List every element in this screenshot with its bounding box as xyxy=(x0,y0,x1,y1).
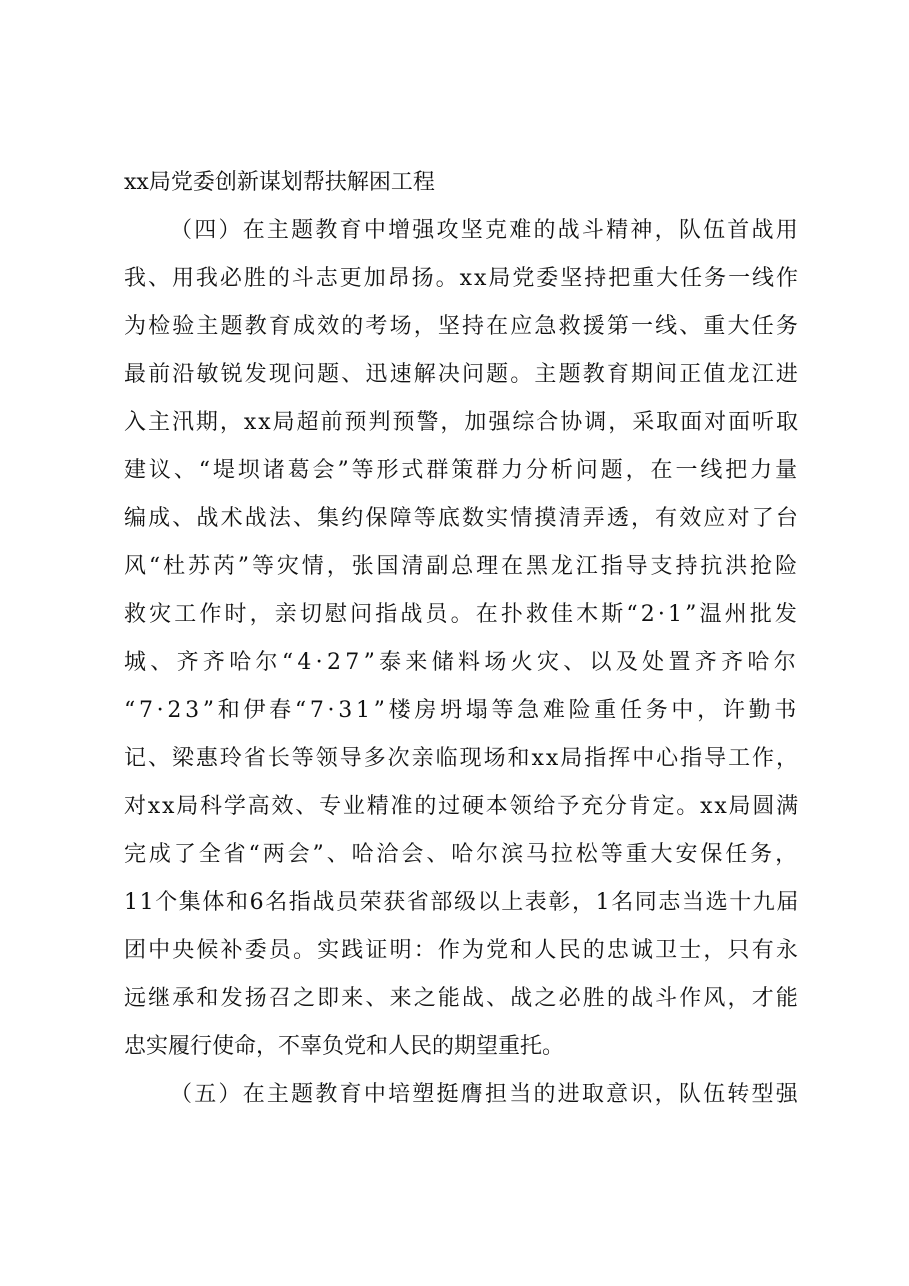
text-line: 建议、“堤坝诸葛会”等形式群策群力分析问题，在一线把力量 xyxy=(124,458,800,483)
text-line: 我、用我必胜的斗志更加昂扬。xx局党委坚持把重大任务一线作 xyxy=(124,266,800,291)
text-line: 记、梁惠玲省长等领导多次亲临现场和xx局指挥中心指导工作， xyxy=(124,746,800,771)
text-line: 救灾工作时，亲切慰问指战员。在扑救佳木斯“2·1”温州批发 xyxy=(124,602,800,627)
text-line: 风“杜苏芮”等灾情，张国清副总理在黑龙江指导支持抗洪抢险 xyxy=(124,554,800,579)
text-line: 编成、战术战法、集约保障等底数实情摸清弄透，有效应对了台 xyxy=(124,506,800,531)
text-line: 远继承和发扬召之即来、来之能战、战之必胜的战斗作风，才能 xyxy=(124,986,800,1011)
text-line: 忠实履行使命，不辜负党和人民的期望重托。 xyxy=(124,1034,565,1059)
text-line-paragraph-5-start: （五）在主题教育中培塑挺膺担当的进取意识，队伍转型强 xyxy=(170,1082,800,1107)
text-line: 城、齐齐哈尔“4·27”泰来储料场火灾、以及处置齐齐哈尔 xyxy=(124,650,800,675)
text-line: 为检验主题教育成效的考场，坚持在应急救援第一线、重大任务 xyxy=(124,314,800,339)
text-line: 完成了全省“两会”、哈洽会、哈尔滨马拉松等重大安保任务， xyxy=(124,842,800,867)
text-line-paragraph-4-start: （四）在主题教育中增强攻坚克难的战斗精神，队伍首战用 xyxy=(170,218,800,243)
text-line: 最前沿敏锐发现问题、迅速解决问题。主题教育期间正值龙江进 xyxy=(124,362,800,387)
text-line: 入主汛期，xx局超前预判预警，加强综合协调，采取面对面听取 xyxy=(124,410,800,435)
text-line: “7·23”和伊春“7·31”楼房坍塌等急难险重任务中，许勤书 xyxy=(124,698,800,723)
text-line: 11个集体和6名指战员荣获省部级以上表彰，1名同志当选十九届 xyxy=(124,890,800,915)
text-line: 团中央候补委员。实践证明：作为党和人民的忠诚卫士，只有永 xyxy=(124,938,800,963)
text-line: 对xx局科学高效、专业精准的过硬本领给予充分肯定。xx局圆满 xyxy=(124,794,800,819)
text-line-heading: xx局党委创新谋划帮扶解困工程 xyxy=(124,170,435,195)
